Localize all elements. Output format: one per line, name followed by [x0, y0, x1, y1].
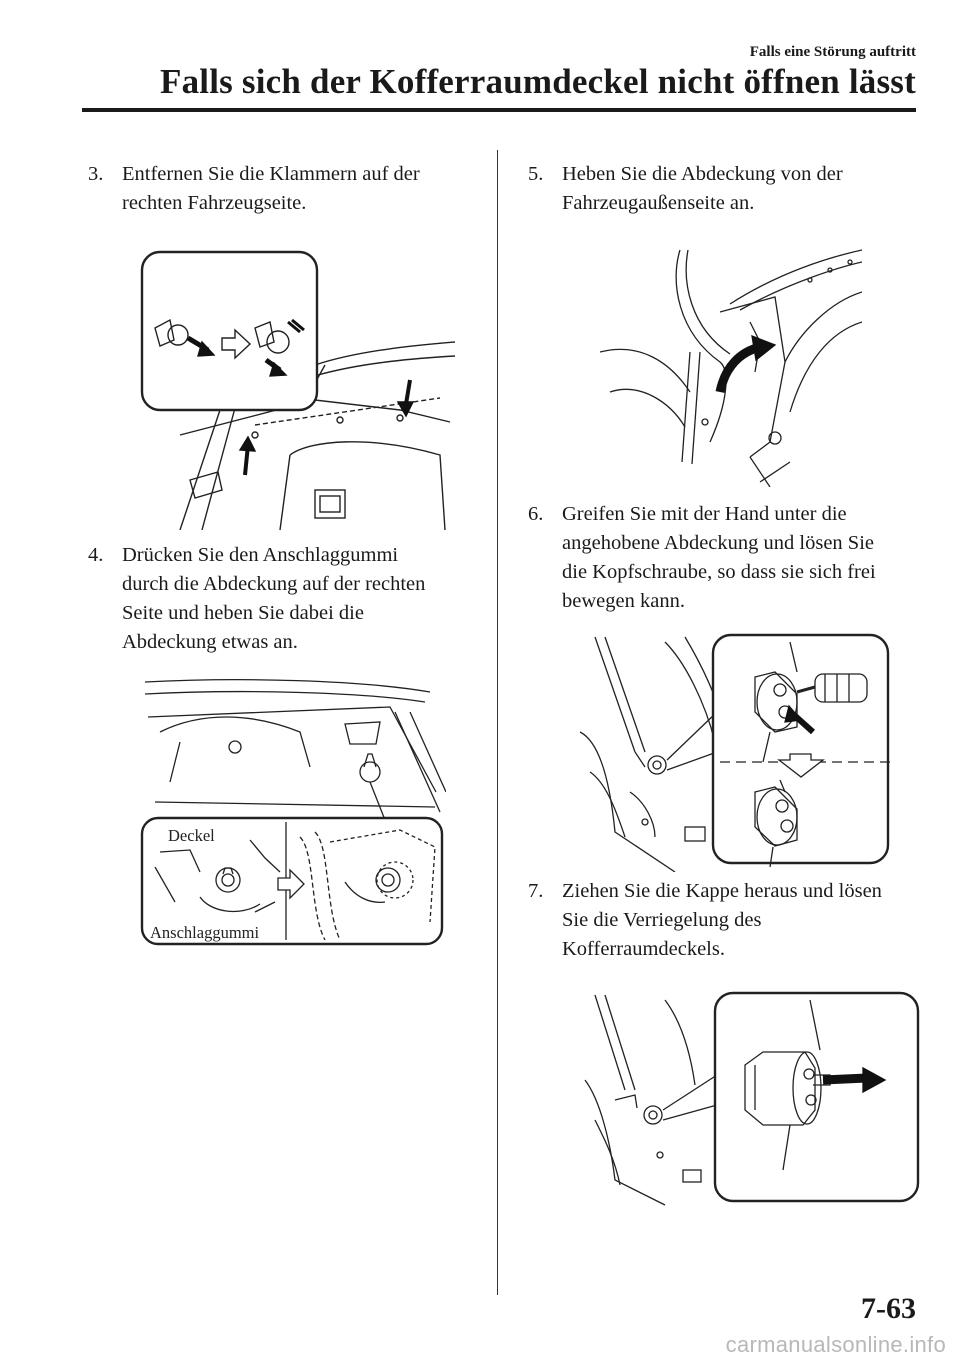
watermark: carmanualsonline.info [725, 1332, 946, 1357]
step-line: Fahrzeugaußenseite an. [562, 192, 755, 214]
step-line: bewegen kann. [562, 590, 685, 612]
step-line: Heben Sie die Abdeckung von der [562, 163, 843, 185]
step-line: die Kopfschraube, so dass sie sich frei [562, 561, 876, 583]
figure-clips-removal [140, 250, 455, 530]
step-line: durch die Abdeckung auf der rechten [122, 573, 426, 595]
step-line: Entfernen Sie die Klammern auf der [122, 163, 420, 185]
step-line: Seite und heben Sie dabei die [122, 602, 364, 624]
step-4 [88, 541, 488, 657]
step-line: Drücken Sie den Anschlaggummi [122, 544, 399, 566]
step-line: rechten Fahrzeugseite. [122, 192, 307, 214]
step-number: 7. [528, 880, 544, 902]
step-number: 6. [528, 503, 544, 525]
label-deckel: Deckel [168, 826, 215, 845]
column-divider [497, 150, 498, 1295]
step-line: Ziehen Sie die Kappe heraus und lösen [562, 880, 882, 902]
step-line: Greifen Sie mit der Hand unter die [562, 503, 847, 525]
figure-lift-cover [600, 242, 862, 487]
figure-pull-cap [575, 990, 920, 1210]
step-line: Sie die Verriegelung des [562, 909, 762, 931]
step-line: angehobene Abdeckung und lösen Sie [562, 532, 874, 554]
section-heading: Falls eine Störung auftritt [749, 44, 916, 60]
header-rule [82, 108, 916, 112]
figure-loosen-bolt [575, 632, 893, 872]
step-number: 3. [88, 163, 104, 185]
page-number: 7-63 [861, 1292, 916, 1325]
step-number: 4. [88, 544, 104, 566]
step-number: 5. [528, 163, 544, 185]
figure-stopper-rubber [140, 672, 446, 947]
step-5 [528, 160, 928, 218]
label-anschlaggummi: Anschlaggummi [150, 923, 260, 942]
step-7 [528, 877, 928, 964]
step-line: Abdeckung etwas an. [122, 631, 298, 653]
step-line: Kofferraumdeckels. [562, 938, 725, 960]
step-6 [528, 500, 928, 616]
page-title: Falls sich der Kofferraumdeckel nicht öffnen lässt [160, 62, 916, 101]
step-3 [88, 160, 488, 218]
